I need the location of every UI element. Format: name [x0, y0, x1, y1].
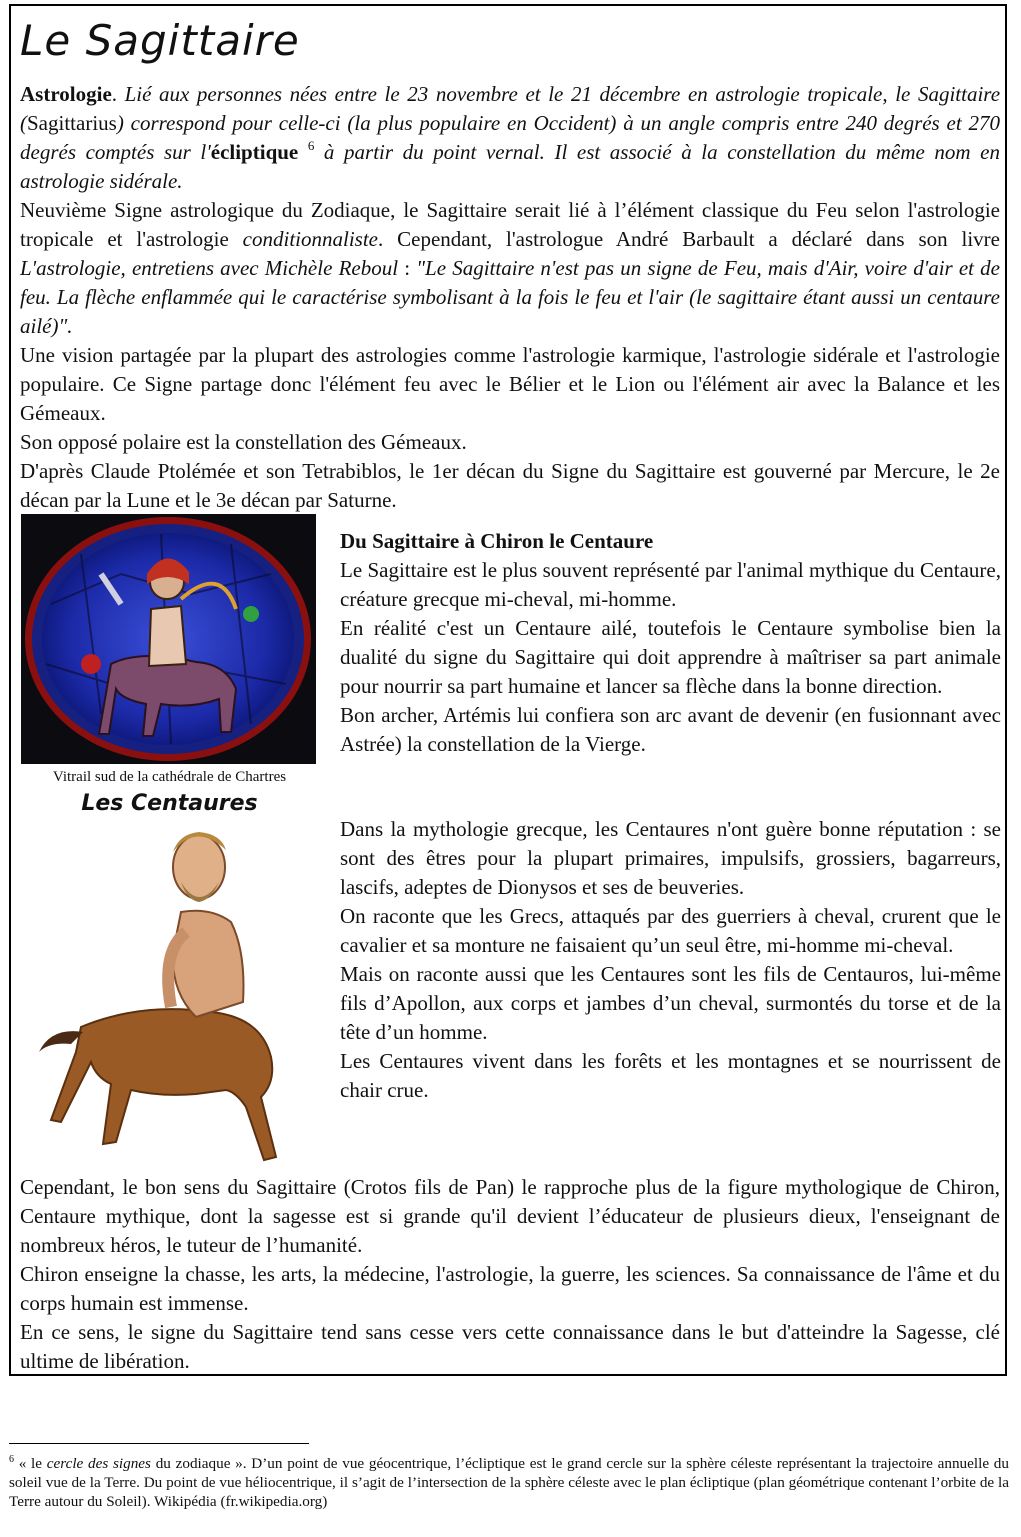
centaures-section	[340, 815, 1001, 1105]
label-separator: .	[111, 82, 125, 106]
centaur-image	[21, 822, 316, 1170]
centaures-p2: On raconte que les Grecs, attaqués par des guerriers à cheval, crurent que le cavalier et sa monture ne faisaient qu’un seul être, mi-homme mi-cheval.	[340, 904, 1001, 957]
stained-glass-image	[21, 514, 316, 764]
centaures-title: Les Centaures	[81, 791, 258, 816]
page-title: Le Sagittaire	[20, 16, 300, 65]
chiron-section	[340, 527, 1001, 759]
p2-c: . Cependant, l'astrologue André Barbault a déclaré dans son livre	[378, 227, 1000, 251]
chiron-p2: En réalité c'est un Centaure ailé, toutefois le Centaure symbolise bien la dualité du signe du Sagittaire qui doit apprendre à maîtriser sa part animale pour nourrir sa part humaine et lancer sa flèche dans la bonne direction.	[340, 616, 1001, 698]
book-title: L'astrologie, entretiens avec Michèle Reboul	[20, 256, 399, 280]
stained-glass-illustration	[21, 514, 316, 764]
centaures-p1: Dans la mythologie grecque, les Centaures n'ont guère bonne réputation : se sont des êtres pour la plupart primaires, impulsifs, grossiers, bagarreurs, lascifs, adeptes de Dionysos et ses de beuveries.	[340, 817, 1001, 899]
conclusion-p3: En ce sens, le signe du Sagittaire tend sans cesse vers cette connaissance dans le but d'atteindre la Sagesse, clé ultime de libération.	[20, 1320, 1000, 1373]
conclusion-section	[20, 1173, 1000, 1376]
intro-italic-a: Lié aux personnes nées entre le 23 novembre et le 21 décembre en astrologie tropicale, le Sagittaire (	[20, 82, 1001, 135]
footnote-c: du zodiaque ». D’un point de vue géocentrique, l’écliptique est le grand cercle sur la sphère céleste représentant la trajectoire annuelle du soleil vue de la Terre. Du point de vue héliocentrique, il s’agit de l’intersection de la sphère céleste avec le plan écliptique (plan géométrique contenant l’orbite de la Terre autour du Soleil). Wikipédia (fr.wikipedia.org)	[9, 1455, 1009, 1510]
chiron-heading: Du Sagittaire à Chiron le Centaure	[340, 529, 654, 553]
intro-p4: Son opposé polaire est la constellation des Gémeaux.	[20, 430, 467, 454]
ecliptique-term: écliptique	[210, 140, 299, 164]
chiron-p3: Bon archer, Artémis lui confiera son arc avant de devenir (en fusionnant avec Astrée) la constellation de la Vierge.	[340, 703, 1001, 756]
footnote-separator	[9, 1443, 309, 1444]
centaur-illustration	[21, 822, 316, 1170]
footnote-b: cercle des signes	[46, 1455, 151, 1472]
centaures-p4: Les Centaures vivent dans les forêts et les montagnes et se nourrissent de chair crue.	[340, 1049, 1001, 1102]
p2-b: conditionnaliste	[242, 227, 378, 251]
conclusion-p1: Cependant, le bon sens du Sagittaire (Crotos fils de Pan) le rapproche plus de la figure mythologique de Chiron, Centaure mythique, dont la sagesse est si grande qu'il devient l’éducateur de plusieurs dieux, l'enseignant de nombreux héros, le tuteur de l’humanité.	[20, 1175, 1000, 1257]
footnote	[9, 1454, 1009, 1511]
figure-caption: Vitrail sud de la cathédrale de Chartres	[52, 769, 287, 785]
intro-italic-b: ) correspond pour celle-ci (la plus populaire en Occident) à un angle compris entre 240 degrés et 270 degrés comptés sur l'	[20, 111, 1000, 164]
barbault-quote: "Le Sagittaire n'est pas un signe de Feu, mais d'Air, voire d'air et de feu. La flèche enflammée qui le caractérise symbolisant à la fois le feu et l'air (le sagittaire étant aussi un centaure ailé)".	[20, 256, 1001, 338]
footnote-ref[interactable]: 6	[307, 138, 315, 153]
intro-p5: D'après Claude Ptolémée et son Tetrabiblos, le 1er décan du Signe du Sagittaire est gouverné par Mercure, le 2e décan par la Lune et le 3e décan par Saturne.	[20, 459, 1000, 512]
p2-d: :	[398, 256, 417, 280]
chiron-p1: Le Sagittaire est le plus souvent représenté par l'animal mythique du Centaure, créature grecque mi-cheval, mi-homme.	[340, 558, 1001, 611]
astrology-label: Astrologie	[20, 82, 112, 106]
intro-p3: Une vision partagée par la plupart des astrologies comme l'astrologie karmique, l'astrologie sidérale et l'astrologie populaire. Ce Signe partage donc l'élément feu avec le Bélier et le Lion ou l'élément air avec la Balance et les Gémeaux.	[20, 343, 1000, 425]
astrology-section	[20, 80, 1000, 515]
conclusion-p2: Chiron enseigne la chasse, les arts, la médecine, l'astrologie, la guerre, les sciences. Sa connaissance de l'âme et du corps humain est immense.	[20, 1262, 1000, 1315]
footnote-a: « le	[14, 1455, 47, 1472]
latin-name: Sagittarius	[27, 111, 117, 135]
p2-a: Neuvième Signe astrologique du Zodiaque, le Sagittaire serait lié à l’élément classique du Feu selon l'astrologie tropicale et l'astrologie	[20, 198, 1000, 251]
footnote-number: 6	[9, 1454, 14, 1465]
centaures-p3: Mais on raconte aussi que les Centaures sont les fils de Centauros, lui-même fils d’Apollon, aux corps et jambes d’un cheval, surmontés du torse et de la tête d’un homme.	[340, 962, 1001, 1044]
intro-italic-c: à partir du point vernal. Il est associé à la constellation du même nom en astrologie sidérale.	[20, 140, 1001, 193]
